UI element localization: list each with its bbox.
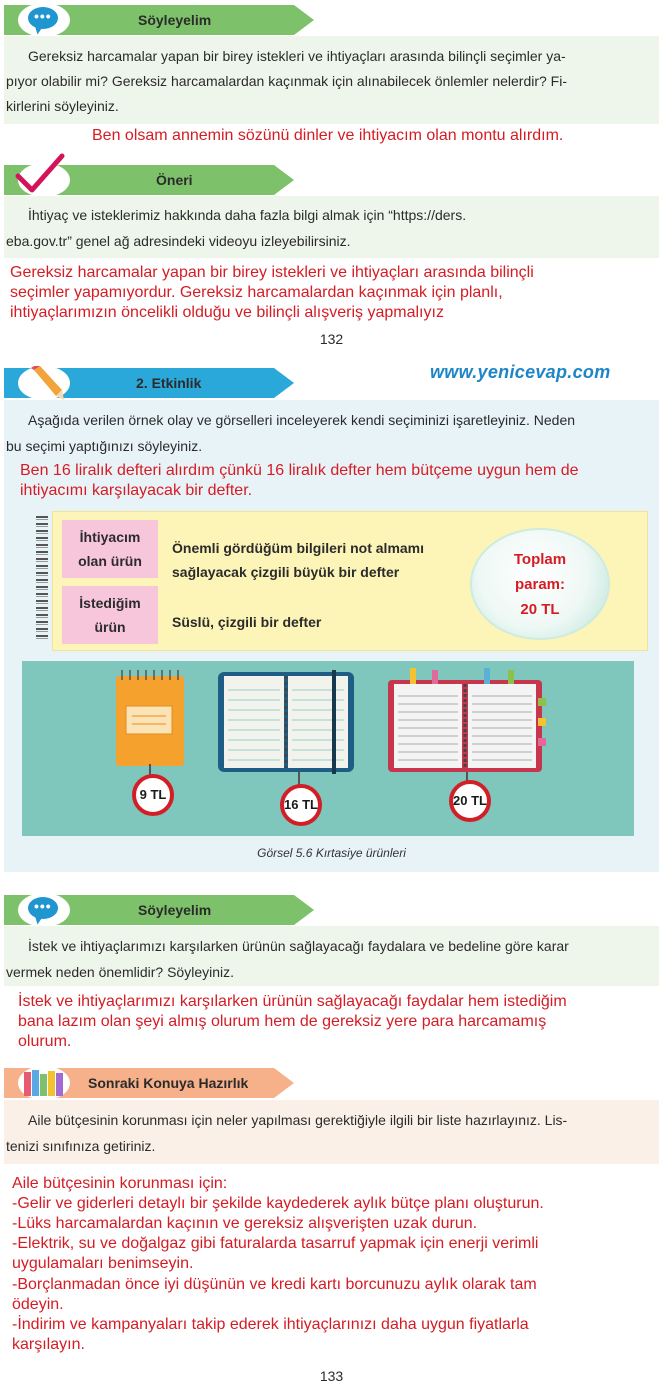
section-header-soyleyelim-1 <box>4 5 314 35</box>
answer-line-9: karşılayın. <box>12 1336 85 1353</box>
want-label <box>62 586 158 644</box>
section-title: Öneri <box>156 172 193 188</box>
figure-caption: Görsel 5.6 Kırtasiye ürünleri <box>257 846 406 860</box>
price-tag-20: 20 TL <box>449 780 491 822</box>
prep-line-1: Aile bütçesinin korunması için neler yapılması gerektiğiyle ilgili bir liste hazırlayınız. Lis- <box>28 1112 568 1128</box>
answer-line-3: ihtiyaçlarımızın öncelikli olduğu ve bilinçli alışveriş yapmalıyız <box>10 304 444 321</box>
section-header-sonraki <box>4 1068 294 1098</box>
question-line-2: vermek neden önemlidir? Söyleyiniz. <box>6 964 234 980</box>
watermark-text: www.yenicevap.com <box>430 362 611 382</box>
question-line-1: İstek ve ihtiyaçlarımızı karşılarken ürünün sağlayacağı faydalara ve bedeline göre karar <box>28 938 569 954</box>
suggestion-line-1: İhtiyaç ve isteklerimiz hakkında daha fazla bilgi almak için “https://ders. <box>28 207 467 223</box>
section-title: Söyleyelim <box>138 902 212 918</box>
total-line-2: param: <box>514 576 566 593</box>
notebook-spiral <box>36 516 50 644</box>
need-label-line-2: olan ürün <box>78 553 142 569</box>
answer-line-3: olurum. <box>18 1033 72 1050</box>
speech-bubble-icon: ••• <box>28 897 58 919</box>
page-number: 133 <box>319 1368 344 1384</box>
section-title: Sonraki Konuya Hazırlık <box>88 1075 249 1091</box>
books-icon <box>22 1068 68 1098</box>
answer-line-1: Ben 16 liralık defteri alırdım çünkü 16 liralık defter hem bütçeme uygun hem de <box>20 462 579 479</box>
answer-line-4: -Elektrik, su ve doğalgaz gibi faturalarda tasarruf yapmak için enerji verimli <box>12 1235 539 1252</box>
pencil-icon <box>28 366 64 400</box>
answer-line-3: -Lüks harcamalardan kaçının ve gereksiz alışverişten uzak durun. <box>12 1215 478 1232</box>
want-label-line-1: İstediğim <box>79 595 141 611</box>
need-label-line-1: İhtiyacım <box>79 529 141 545</box>
question-panel <box>4 36 659 124</box>
activity-line-2: bu seçimi yaptığınızı söyleyiniz. <box>6 438 203 454</box>
want-label-line-2: ürün <box>94 619 126 635</box>
total-line-1: Toplam <box>513 551 567 568</box>
price-tag-9: 9 TL <box>132 774 174 816</box>
need-desc-line-2: sağlayacak çizgili büyük bir defter <box>172 564 400 580</box>
total-money-oval <box>470 528 610 640</box>
price-tag-16: 16 TL <box>280 784 322 826</box>
total-line-3: 20 TL <box>520 601 560 618</box>
orange-notepad-image <box>112 668 188 768</box>
activity-line-1: Aşağıda verilen örnek olay ve görselleri inceleyerek kendi seçiminizi işaretleyiniz. Neden <box>28 412 576 428</box>
question-panel <box>4 926 659 986</box>
section-title: 2. Etkinlik <box>136 375 202 391</box>
answer-line-6: -Borçlanmadan önce iyi düşünün ve kredi kartı borcunuzu aylık olarak tam <box>12 1276 537 1293</box>
answer-line-2: ihtiyacımı karşılayacak bir defter. <box>20 482 253 499</box>
question-line-3: kirlerini söyleyiniz. <box>6 98 119 114</box>
section-title: Söyleyelim <box>138 12 212 28</box>
answer-line-7: ödeyin. <box>12 1296 64 1313</box>
section-header-soyleyelim-2 <box>4 895 314 925</box>
need-desc-line-1: Önemli gördüğüm bilgileri not almamı <box>172 540 425 556</box>
suggestion-panel <box>4 196 659 258</box>
prep-line-2: tenizi sınıfınıza getiriniz. <box>6 1138 156 1154</box>
question-line-1: Gereksiz harcamalar yapan bir birey istekleri ve ihtiyaçları arasında bilinçli seçimler ya- <box>28 48 566 64</box>
speech-bubble-icon: ••• <box>28 7 58 29</box>
answer-line-5: uygulamaları benimseyin. <box>12 1255 194 1272</box>
question-line-2: pıyor olabilir mi? Gereksiz harcamalardan kaçınmak için alınabilecek önlemler nelerdir? Fi- <box>6 73 568 89</box>
need-label <box>62 520 158 578</box>
decorated-notebook-image <box>388 668 546 776</box>
answer-line-2: -Gelir ve giderleri detaylı bir şekilde kaydederek aylık bütçe planı oluşturun. <box>12 1195 544 1212</box>
want-description: Süslü, çizgili bir defter <box>172 614 322 630</box>
answer-line-1: Aile bütçesinin korunması için: <box>12 1175 228 1192</box>
answer-line-2: bana lazım olan şeyi almış olurum hem de gereksiz yere para harcamamış <box>18 1013 547 1030</box>
section-header-etkinlik <box>4 368 294 398</box>
answer-text: Ben olsam annemin sözünü dinler ve ihtiyacım olan montu alırdım. <box>92 127 564 144</box>
answer-line-8: -İndirim ve kampanyaları takip ederek ihtiyaçlarınızı daha uygun fiyatlarla <box>12 1316 529 1333</box>
answer-line-1: Gereksiz harcamalar yapan bir birey istekleri ve ihtiyaçları arasında bilinçli <box>10 264 534 281</box>
need-description <box>172 536 424 584</box>
blue-notebook-image <box>218 670 354 774</box>
suggestion-line-2: eba.gov.tr” genel ağ adresindeki videoyu izleyebilirsiniz. <box>6 233 351 249</box>
answer-line-1: İstek ve ihtiyaçlarımızı karşılarken ürünün sağlayacağı faydalar hem istediğim <box>18 993 567 1010</box>
page-number: 132 <box>319 331 344 347</box>
prep-panel <box>4 1100 659 1164</box>
answer-line-2: seçimler yapamıyordur. Gereksiz harcamalardan kaçınmak için planlı, <box>10 284 503 301</box>
checkmark-icon <box>14 152 66 196</box>
